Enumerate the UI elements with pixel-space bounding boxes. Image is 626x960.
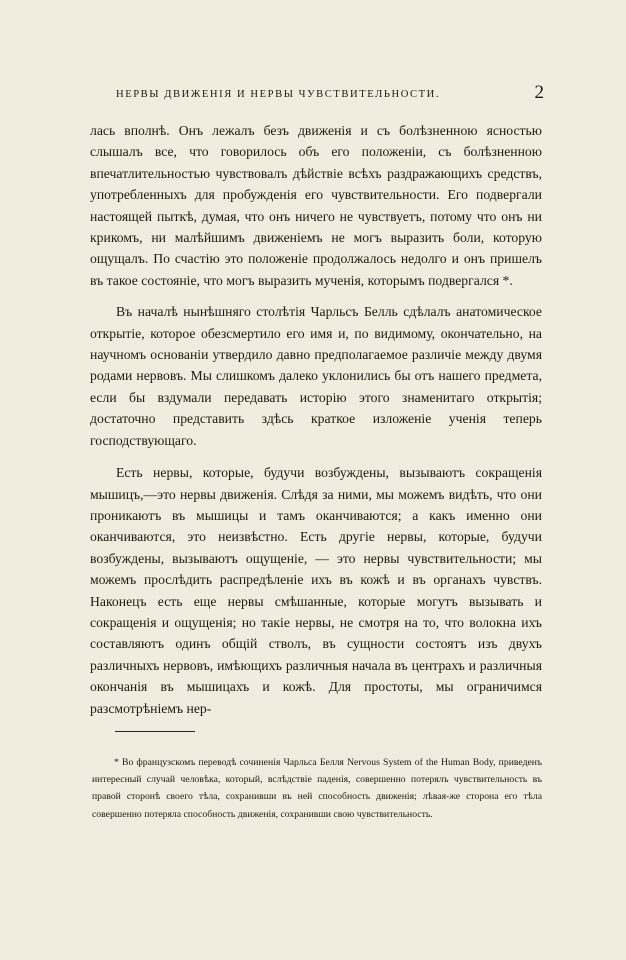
footnote-divider	[115, 731, 195, 732]
paragraph-charles-bell: Въ началѣ нынѣшняго столѣтія Чарльсъ Белль сдѣлалъ анатомическое открытіе, которое обезсмертило его имя и, по видимому, окончательно, на научномъ основаніи утвердило давно предполагаемое различіе между двумя родами нервовъ. Мы слишкомъ далеко уклонились бы отъ нашего предмета, если бы вздумали передавать исторію этого знаменитаго открытія; достаточно представить здѣсь краткое изложеніе ученія теперь господствующаго.	[90, 304, 542, 448]
running-title: НЕРВЫ ДВИЖЕНІЯ И НЕРВЫ ЧУВСТВИТЕЛЬНОСТИ.	[116, 89, 441, 100]
body-text	[90, 120, 542, 730]
paragraph-continuation: лась вполнѣ. Онъ лежалъ безъ движенія и съ болѣзненною ясностью слышалъ все, что говорилось объ его положеніи, съ болѣзненною впечатлительностью чувствовалъ дѣйствіе всѣхъ раздражающихъ средствъ, употребленныхъ для пробужденія его чувствительности. Его подвергали настоящей пыткѣ, думая, что онъ ничего не чувствуетъ, потому что онъ ни крикомъ, ни малѣйшимъ движеніемъ не могъ выразить боли, которую ощущалъ. По счастію это положеніе продолжалось недолго и онъ пришелъ въ такое состояніе, что могъ выразить мученія, которымъ подвергался *.	[90, 123, 542, 288]
page-header	[90, 82, 550, 108]
paragraph-nerve-types: Есть нервы, которые, будучи возбуждены, вызываютъ сокращенія мышицъ,—это нервы движенія. Слѣдя за ними, мы можемъ видѣть, что они проникаютъ въ мышицы и тамъ оканчиваются; а какъ именно они оканчиваются, это неизвѣстно. Есть другіе нервы, которые, будучи возбуждены, вызываютъ ощущеніе, — это нервы чувствительности; мы можемъ прослѣдить распредѣленіе ихъ въ кожѣ и въ органахъ чувствъ. Наконецъ есть еще нервы смѣшанные, которые могутъ вызывать и сокращенія и ощущенія; но такіе нервы, не смотря на то, что волокна ихъ составляютъ одинъ общій стволъ, въ сущности состоятъ изъ двухъ различныхъ нервовъ, имѣющихъ различныя начала въ центрахъ и различныя окончанія въ мышицахъ и кожѣ. Для простоты, мы ограничимся разсмотрѣніемъ нер-	[90, 465, 542, 716]
footnote: * Во французскомъ переводѣ сочиненія Чарльса Белля Nervous System of the Human Body, приведенъ интересный случай человѣка, который, вслѣдствіе паденія, совершенно потерялъ чувствительность въ правой сторонѣ своего тѣла, сохранивши въ ней способность движенія; лѣвая-же сторона его тѣла совершенно потеряла способность движенія, сохранивши свою чувствительность.	[92, 756, 542, 820]
page-number: 2	[534, 82, 544, 103]
